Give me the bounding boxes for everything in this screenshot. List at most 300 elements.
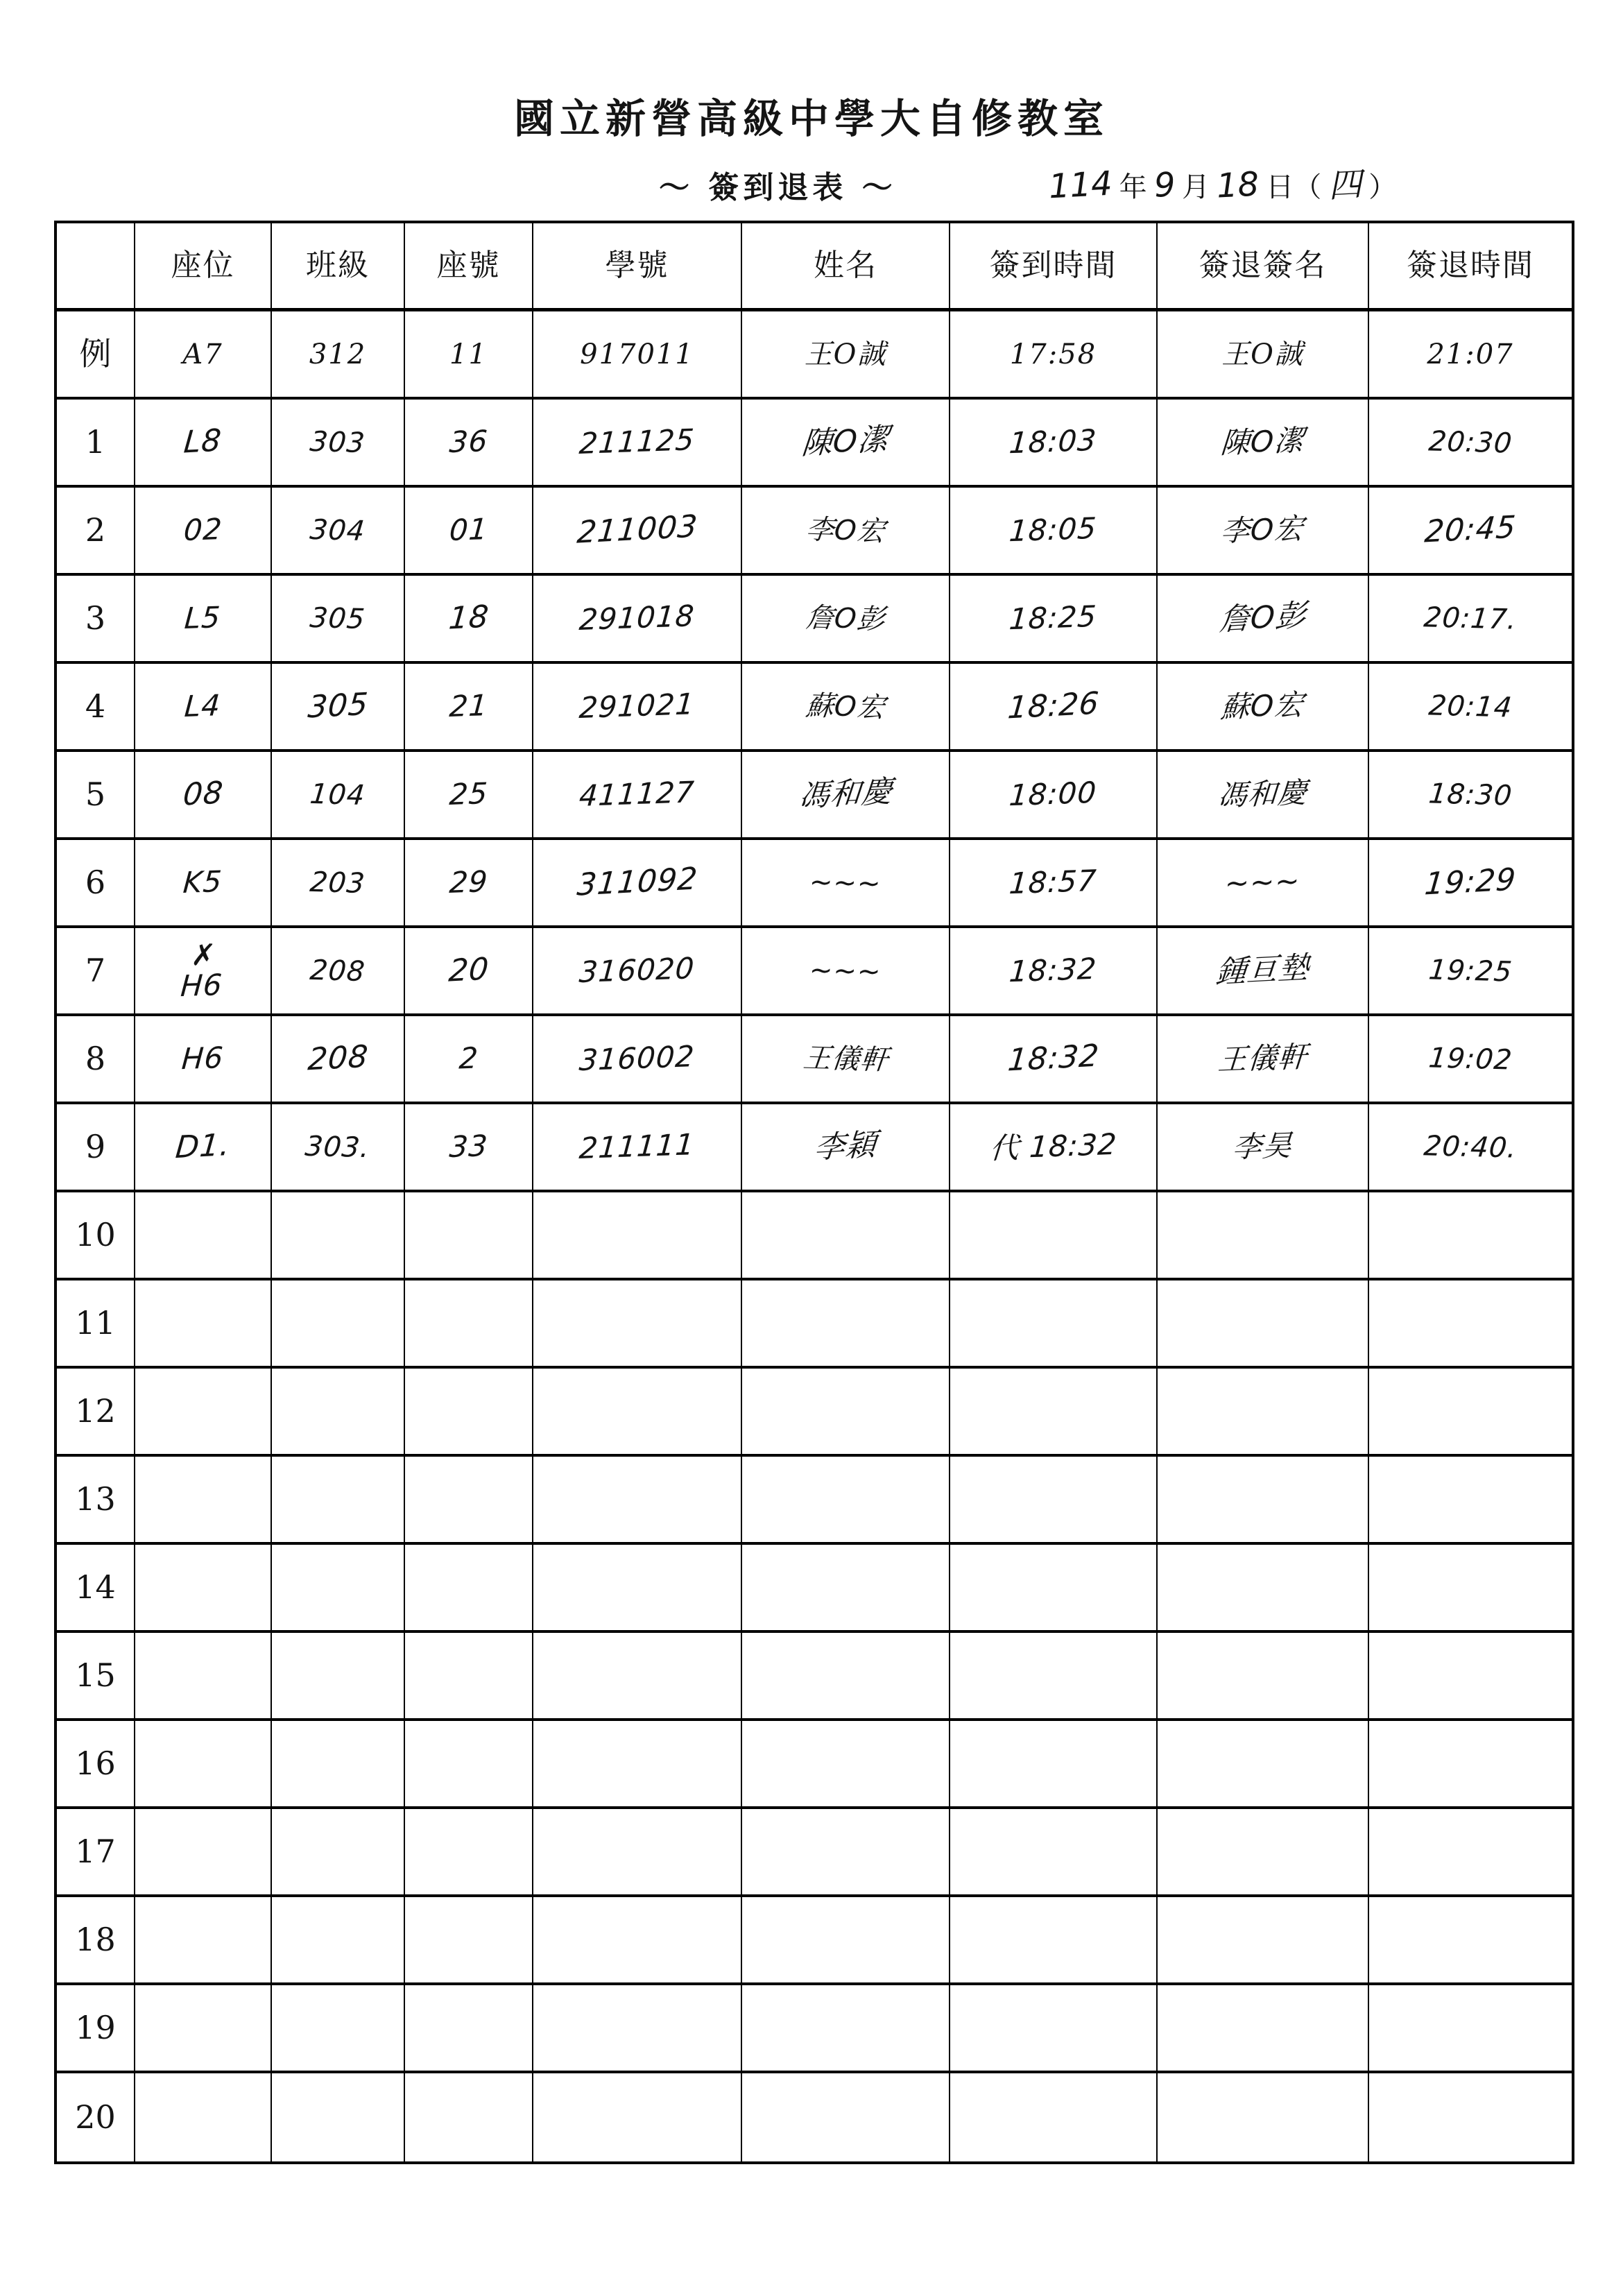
cell-signin-time	[950, 664, 1158, 752]
cell-seat-no	[405, 1280, 533, 1369]
cell-student-id-text: 291021	[578, 687, 696, 726]
row-number	[57, 1809, 135, 1897]
cell-signout-time	[1369, 576, 1572, 664]
row-number-text: 5	[85, 776, 106, 814]
example-signout-signature	[1158, 311, 1369, 400]
cell-seat-no-text: 20	[447, 951, 490, 990]
cell-signin-time	[950, 1280, 1158, 1369]
cell-signin-time	[950, 1545, 1158, 1633]
cell-signout-time	[1369, 1104, 1572, 1192]
cell-name	[742, 576, 950, 664]
cell-signout-time-text: 20:14	[1427, 689, 1514, 724]
header-student-id	[533, 223, 742, 311]
page-title: 國立新營高級中學大自修教室	[513, 95, 1109, 142]
signin-table	[54, 221, 1574, 2164]
cell-signout-signature	[1158, 1545, 1369, 1633]
row-number	[57, 1897, 135, 1985]
cell-seat-no-text: 2	[457, 1040, 480, 1077]
cell-name-text: 李穎	[812, 1126, 879, 1166]
cell-class	[272, 1545, 405, 1633]
example-student-id	[533, 311, 742, 400]
cell-signin-time	[950, 1633, 1158, 1721]
cell-seat-no	[405, 400, 533, 488]
header-signout-signature-text: 簽退簽名	[1199, 247, 1327, 283]
cell-seat	[135, 664, 272, 752]
cell-signout-time-text: 20:17.	[1422, 601, 1519, 636]
cell-name	[742, 1985, 950, 2073]
cell-seat-no	[405, 576, 533, 664]
cell-student-id	[533, 1369, 742, 1457]
row-number	[57, 1721, 135, 1809]
cell-seat	[135, 1192, 272, 1280]
cell-student-id-text: 291018	[578, 599, 696, 637]
cell-signout-time	[1369, 840, 1572, 928]
cell-name	[742, 1104, 950, 1192]
cell-signin-time	[950, 1104, 1158, 1192]
cell-signin-time-text: 18:00	[1008, 776, 1099, 813]
cell-signout-signature	[1158, 664, 1369, 752]
cell-seat	[135, 752, 272, 840]
header-name-text: 姓名	[814, 247, 877, 283]
cell-class	[272, 576, 405, 664]
cell-seat-no	[405, 1192, 533, 1280]
row-number	[57, 1016, 135, 1104]
cell-class	[272, 664, 405, 752]
cell-seat	[135, 488, 272, 576]
cell-name-text: 王儀軒	[801, 1041, 890, 1077]
row-number-text: 20	[75, 2098, 116, 2136]
cell-student-id	[533, 400, 742, 488]
cell-name	[742, 488, 950, 576]
cell-name	[742, 1192, 950, 1280]
cell-signin-time-text: 18:26	[1006, 685, 1101, 727]
header-signin-time	[950, 223, 1158, 311]
cell-class-text: 203	[309, 866, 367, 900]
cell-signout-time-text: 20:30	[1427, 425, 1514, 460]
cell-signin-time-text: 18:57	[1008, 864, 1099, 901]
cell-signout-signature-text: 蘇O宏	[1219, 687, 1306, 725]
example-seat-no-text: 11	[449, 338, 488, 370]
cell-class	[272, 928, 405, 1016]
header-signout-time	[1369, 223, 1572, 311]
row-number-text: 13	[75, 1480, 116, 1518]
cell-signout-time	[1369, 1369, 1572, 1457]
cell-student-id	[533, 1985, 742, 2073]
cell-seat-no	[405, 488, 533, 576]
header-seat-no-text: 座號	[436, 247, 501, 283]
date-printed-label: ）	[1368, 171, 1397, 203]
cell-signin-time	[950, 1457, 1158, 1545]
cell-signout-signature	[1158, 1457, 1369, 1545]
date-handwritten-value: 四	[1328, 164, 1363, 206]
cell-student-id	[533, 488, 742, 576]
example-signin-time-text: 17:58	[1009, 338, 1097, 370]
cell-signin-time	[950, 928, 1158, 1016]
cell-name-text: ~~~	[808, 954, 883, 988]
cell-student-id	[533, 1457, 742, 1545]
cell-signout-time	[1369, 752, 1572, 840]
cell-signin-time	[950, 1192, 1158, 1280]
cell-signout-signature	[1158, 1721, 1369, 1809]
row-number	[57, 1985, 135, 2073]
cell-seat-text: K5	[182, 864, 224, 900]
cell-name-text: 詹O彭	[804, 601, 887, 635]
cell-signout-time	[1369, 1457, 1572, 1545]
cell-name	[742, 1897, 950, 1985]
cell-seat-text: 02	[182, 512, 223, 548]
cell-class	[272, 1633, 405, 1721]
header-seat	[135, 223, 272, 311]
cell-seat-text: L5	[183, 600, 223, 636]
cell-signin-time	[950, 1369, 1158, 1457]
cell-student-id	[533, 664, 742, 752]
cell-seat-no	[405, 1104, 533, 1192]
cell-signout-signature-text: 王儀軒	[1217, 1040, 1309, 1077]
cell-signout-signature-text: 詹O彭	[1217, 597, 1308, 638]
cell-signout-signature-text: 鍾亘墊	[1214, 950, 1312, 991]
cell-seat-no-text: 21	[448, 688, 489, 724]
cell-name	[742, 1545, 950, 1633]
cell-student-id	[533, 752, 742, 840]
cell-signin-time-text: 18:25	[1008, 599, 1099, 637]
cell-student-id	[533, 1809, 742, 1897]
date-printed-label: 年	[1119, 171, 1147, 203]
cell-signout-signature	[1158, 1192, 1369, 1280]
cell-seat-no-text: 25	[448, 776, 489, 812]
cell-seat	[135, 1104, 272, 1192]
cell-signout-time	[1369, 1809, 1572, 1897]
row-number-text: 11	[75, 1304, 116, 1342]
cell-name-text: 陳O潔	[800, 421, 891, 462]
cell-student-id	[533, 840, 742, 928]
cell-signin-time	[950, 1016, 1158, 1104]
cell-class	[272, 1192, 405, 1280]
cell-name-text: 李O宏	[804, 513, 887, 547]
cell-signout-time	[1369, 1633, 1572, 1721]
cell-class	[272, 1104, 405, 1192]
header-class-text: 班級	[306, 247, 370, 283]
cell-class-text: 305	[309, 601, 367, 635]
cell-class	[272, 1280, 405, 1369]
cell-seat-text: H6	[180, 1040, 225, 1077]
cell-class	[272, 1016, 405, 1104]
example-class-text: 312	[309, 338, 367, 370]
cell-signout-signature	[1158, 576, 1369, 664]
cell-student-id	[533, 1721, 742, 1809]
cell-signout-time	[1369, 488, 1572, 576]
row-number-text: 3	[85, 599, 106, 637]
cell-seat-no	[405, 1897, 533, 1985]
cell-name	[742, 1016, 950, 1104]
cell-signout-signature	[1158, 1369, 1369, 1457]
cell-signout-time	[1369, 928, 1572, 1016]
cell-student-id	[533, 1192, 742, 1280]
cell-seat-no	[405, 752, 533, 840]
cell-signout-signature-text: 李O宏	[1219, 511, 1306, 549]
cell-signout-signature	[1158, 2073, 1369, 2161]
cell-class-text: 208	[309, 954, 367, 988]
cell-signout-time-text: 18:30	[1427, 777, 1514, 812]
row-number	[57, 752, 135, 840]
cell-signin-time	[950, 1809, 1158, 1897]
row-number-text: 14	[75, 1568, 116, 1607]
cell-signout-time-text: 19:25	[1427, 953, 1514, 988]
cell-seat-no	[405, 928, 533, 1016]
cell-signin-time	[950, 488, 1158, 576]
cell-signin-time	[950, 840, 1158, 928]
cell-signin-time	[950, 1985, 1158, 2073]
cell-class-text: 304	[309, 513, 367, 547]
date-handwritten-value: 114	[1047, 164, 1114, 207]
cell-seat	[135, 400, 272, 488]
cell-signin-time	[950, 400, 1158, 488]
example-seat-text: A7	[182, 338, 223, 370]
cell-signin-time-text: 18:03	[1008, 423, 1099, 461]
row-number	[57, 1633, 135, 1721]
cell-class-text: 303	[309, 425, 367, 459]
cell-name	[742, 1369, 950, 1457]
cell-student-id	[533, 928, 742, 1016]
row-number-text: 6	[85, 864, 106, 902]
cell-name-text: 蘇O宏	[804, 689, 887, 723]
cell-student-id	[533, 1280, 742, 1369]
row-number	[57, 2073, 135, 2161]
cell-student-id-text: 316020	[578, 951, 696, 990]
cell-signout-time	[1369, 1192, 1572, 1280]
cell-seat-no	[405, 664, 533, 752]
cell-signout-time	[1369, 1897, 1572, 1985]
cell-name	[742, 928, 950, 1016]
cell-name-text: ~~~	[808, 866, 883, 900]
cell-signout-signature-text: ~~~	[1223, 864, 1302, 901]
cell-signout-signature	[1158, 1985, 1369, 2073]
cell-signout-signature	[1158, 1104, 1369, 1192]
cell-signout-signature-text: 馮和慶	[1217, 776, 1309, 813]
cell-seat-no-text: 36	[448, 424, 489, 460]
cell-class-text: 305	[306, 686, 370, 726]
cell-signin-time-text: 18:32	[1008, 952, 1099, 989]
cell-seat	[135, 840, 272, 928]
cell-seat	[135, 1545, 272, 1633]
cell-class	[272, 1369, 405, 1457]
cell-signout-time	[1369, 1545, 1572, 1633]
cell-seat-text: L4	[183, 688, 223, 724]
row-number	[57, 400, 135, 488]
cell-name	[742, 2073, 950, 2161]
cell-signout-time	[1369, 1016, 1572, 1104]
cell-signout-time	[1369, 2073, 1572, 2161]
cell-seat	[135, 2073, 272, 2161]
cell-student-id	[533, 1016, 742, 1104]
header-blank	[57, 223, 135, 311]
cell-signin-time	[950, 752, 1158, 840]
cell-signout-signature	[1158, 400, 1369, 488]
cell-name	[742, 1457, 950, 1545]
header-signin-time-text: 簽到時間	[989, 247, 1117, 283]
example-signin-time	[950, 311, 1158, 400]
cell-signout-time	[1369, 1721, 1572, 1809]
cell-signin-time	[950, 576, 1158, 664]
cell-seat-text: D1.	[173, 1127, 232, 1166]
example-student-id-text: 917011	[580, 338, 694, 370]
row-number-text: 7	[85, 952, 106, 990]
cell-signout-signature	[1158, 1897, 1369, 1985]
cell-signin-time-text: 18:05	[1008, 511, 1099, 549]
row-number	[57, 1457, 135, 1545]
example-signout-time-text: 21:07	[1427, 338, 1514, 370]
cell-seat-no	[405, 1016, 533, 1104]
example-row-label-text: 例	[79, 335, 112, 373]
cell-signin-time-text: 18:32	[1006, 1038, 1101, 1079]
example-seat-no	[405, 311, 533, 400]
cell-signout-time	[1369, 664, 1572, 752]
cell-seat	[135, 1457, 272, 1545]
date-handwritten-value: 9	[1153, 165, 1176, 205]
date-printed-label: 月	[1182, 171, 1210, 203]
cell-name	[742, 752, 950, 840]
cell-signout-signature-text: 李昊	[1231, 1128, 1294, 1165]
cell-student-id-text: 211111	[578, 1127, 696, 1166]
date-line	[1049, 158, 1403, 206]
cell-name	[742, 1280, 950, 1369]
row-number-text: 9	[85, 1128, 106, 1166]
cell-signout-time-text: 20:40.	[1422, 1129, 1519, 1165]
cell-name-text: 馮和慶	[797, 773, 894, 815]
cell-seat-no	[405, 840, 533, 928]
header-student-id-text: 學號	[605, 247, 669, 283]
example-seat	[135, 311, 272, 400]
header-seat-no	[405, 223, 533, 311]
cell-signout-signature	[1158, 1809, 1369, 1897]
cell-seat-text: ✗ H6	[180, 937, 224, 1004]
cell-seat-no	[405, 1809, 533, 1897]
cell-class	[272, 1897, 405, 1985]
cell-seat-text: 08	[181, 775, 225, 814]
cell-seat-no	[405, 1633, 533, 1721]
cell-seat	[135, 1633, 272, 1721]
cell-student-id	[533, 1897, 742, 1985]
cell-signout-signature	[1158, 1280, 1369, 1369]
cell-signout-signature	[1158, 840, 1369, 928]
example-class	[272, 311, 405, 400]
cell-student-id-text: 411127	[578, 775, 696, 814]
cell-seat	[135, 1280, 272, 1369]
row-number-text: 18	[75, 1921, 116, 1959]
row-number	[57, 1104, 135, 1192]
cell-student-id-text: 311092	[575, 861, 699, 904]
cell-class	[272, 1809, 405, 1897]
cell-student-id	[533, 2073, 742, 2161]
cell-seat	[135, 1809, 272, 1897]
row-number-text: 16	[75, 1745, 116, 1783]
cell-student-id	[533, 1545, 742, 1633]
cell-signout-signature	[1158, 928, 1369, 1016]
cell-seat	[135, 928, 272, 1016]
cell-seat-no	[405, 1985, 533, 2073]
cell-signin-time	[950, 1897, 1158, 1985]
cell-name	[742, 1809, 950, 1897]
cell-signin-time	[950, 2073, 1158, 2161]
cell-name	[742, 1633, 950, 1721]
date-printed-label: 日（	[1266, 171, 1322, 203]
row-number	[57, 1369, 135, 1457]
header-seat-text: 座位	[171, 247, 235, 283]
row-number-text: 12	[75, 1392, 116, 1430]
cell-student-id-text: 316002	[578, 1039, 696, 1078]
row-number	[57, 928, 135, 1016]
header-class	[272, 223, 405, 311]
cell-class	[272, 2073, 405, 2161]
cell-class-text: 104	[309, 778, 367, 812]
cell-signout-time	[1369, 400, 1572, 488]
row-number-text: 8	[85, 1040, 106, 1078]
cell-seat-no	[405, 2073, 533, 2161]
date-handwritten-value: 18	[1215, 164, 1260, 206]
cell-signout-time-text: 20:45	[1423, 509, 1518, 551]
cell-seat-no-text: 29	[448, 864, 489, 900]
row-number-text: 10	[75, 1216, 116, 1254]
cell-seat-no	[405, 1721, 533, 1809]
example-name	[742, 311, 950, 400]
header-name	[742, 223, 950, 311]
header-signout-signature	[1158, 223, 1369, 311]
cell-seat	[135, 1369, 272, 1457]
row-number-text: 4	[85, 687, 106, 726]
cell-class	[272, 1457, 405, 1545]
cell-name	[742, 1721, 950, 1809]
row-number-text: 2	[85, 511, 106, 549]
cell-student-id-text: 211003	[575, 508, 699, 551]
cell-signout-time-text: 19:29	[1423, 862, 1518, 903]
row-number	[57, 664, 135, 752]
cell-seat	[135, 1016, 272, 1104]
row-number	[57, 1545, 135, 1633]
cell-student-id-text: 211125	[578, 422, 696, 461]
cell-class	[272, 1721, 405, 1809]
cell-signout-signature	[1158, 488, 1369, 576]
cell-name	[742, 840, 950, 928]
row-number	[57, 488, 135, 576]
cell-seat-no-text: 18	[447, 599, 490, 637]
row-number-text: 19	[75, 2009, 116, 2047]
cell-seat-text: L8	[182, 422, 224, 461]
cell-signout-signature	[1158, 752, 1369, 840]
row-number-text: 17	[75, 1833, 116, 1871]
row-number	[57, 1192, 135, 1280]
row-number	[57, 1280, 135, 1369]
example-name-text: 王O誠	[804, 338, 887, 370]
cell-signout-signature	[1158, 1633, 1369, 1721]
cell-seat-no	[405, 1369, 533, 1457]
cell-class	[272, 400, 405, 488]
example-row-label	[57, 311, 135, 400]
cell-signout-signature-text: 陳O潔	[1219, 423, 1306, 461]
example-signout-time	[1369, 311, 1572, 400]
cell-class	[272, 488, 405, 576]
cell-signout-time	[1369, 1985, 1572, 2073]
cell-seat-no	[405, 1545, 533, 1633]
cell-signin-time-text: 代 18:32	[988, 1127, 1118, 1166]
example-signout-signature-text: 王O誠	[1221, 338, 1304, 370]
cell-signin-time	[950, 1721, 1158, 1809]
cell-seat	[135, 576, 272, 664]
cell-seat-no-text: 01	[448, 512, 489, 548]
cell-seat	[135, 1721, 272, 1809]
cell-seat-no-text: 33	[448, 1129, 489, 1165]
cell-signout-time	[1369, 1280, 1572, 1369]
cell-signout-time-text: 19:02	[1427, 1041, 1514, 1077]
header-signout-time-text: 簽退時間	[1407, 247, 1534, 283]
